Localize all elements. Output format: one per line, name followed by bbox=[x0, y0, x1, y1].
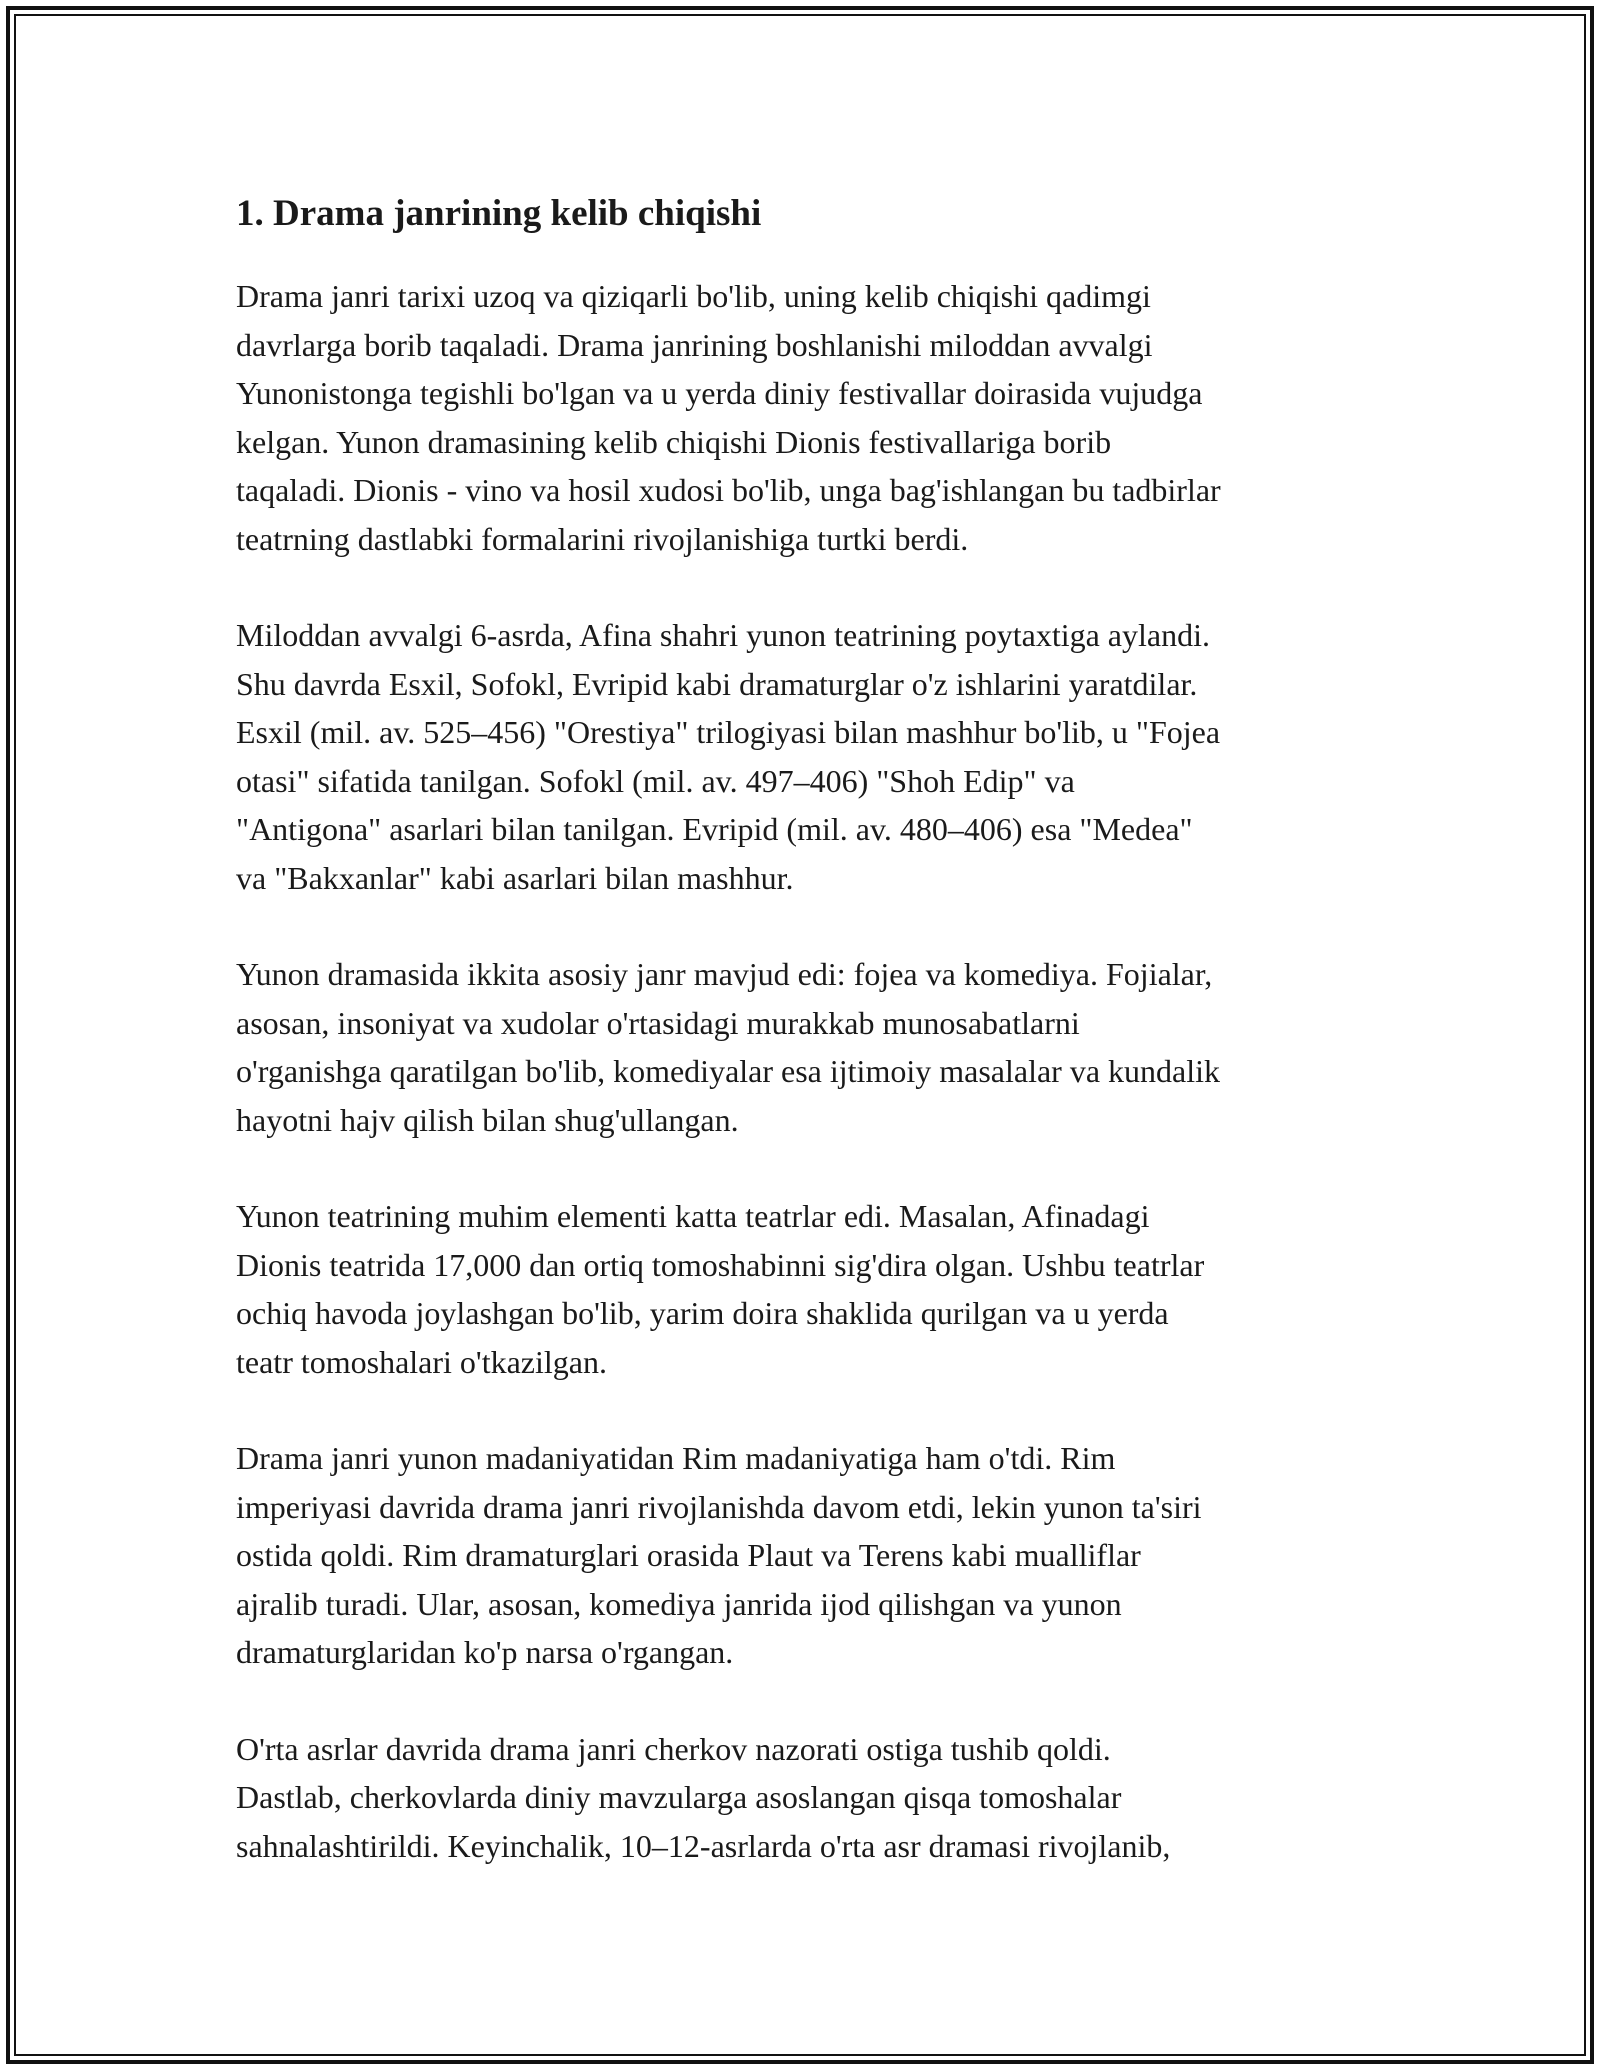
document-body bbox=[236, 186, 1376, 1918]
paragraph-middle-ages: O'rta asrlar davrida drama janri cherkov nazorati ostiga tushib qoldi. Dastlab, cherkovlarda diniy mavzularga asoslangan qisqa tomoshalar sahnalashtirildi. Keyinchalik, 10–12-asrlarda o'rta asr dramasi rivojlanib, bbox=[236, 1730, 1171, 1864]
section-heading: 1. Drama janrining kelib chiqishi bbox=[236, 193, 762, 234]
paragraph-genres: Yunon dramasida ikkita asosiy janr mavjud edi: fojea va komediya. Fojialar, asosan, insoniyat va xudolar o'rtasidagi murakkab munosabatlarni o'rganishga qaratilgan bo'lib, komediyalar esa ijtimoiy masalalar va kundalik hayotni hajv qilish bilan shug'ullangan. bbox=[236, 956, 1220, 1138]
paragraph-rome: Drama janri yunon madaniyatidan Rim madaniyatiga ham o'tdi. Rim imperiyasi davrida drama janri rivojlanishda davom etdi, lekin yunon ta'siri ostida qoldi. Rim dramaturglari orasida Plaut va Terens kabi mualliflar ajralib turadi. Ular, asosan, komediya janrida ijod qilishgan va yunon dramaturglaridan ko'p narsa o'rgangan. bbox=[236, 1440, 1202, 1670]
paragraph-theatres: Yunon teatrining muhim elementi katta teatrlar edi. Masalan, Afinadagi Dionis teatrida 17,000 dan ortiq tomoshabinni sig'dira olgan. Ushbu teatrlar ochiq havoda joylashgan bo'lib, yarim doira shaklida qurilgan va u yerda teatr tomoshalari o'tkazilgan. bbox=[236, 1198, 1205, 1380]
paragraph-origin: Drama janri tarixi uzoq va qiziqarli bo'lib, uning kelib chiqishi qadimgi davrlarga borib taqaladi. Drama janrining boshlanishi miloddan avvalgi Yunonistonga tegishli bo'lgan va u yerda diniy festivallar doirasida vujudga kelgan. Yunon dramasining kelib chiqishi Dionis festivallariga borib taqaladi. Dionis - vino va hosil xudosi bo'lib, unga bag'ishlangan bu tadbirlar teatrning dastlabki formalarini rivojlanishiga turtki berdi. bbox=[236, 278, 1221, 557]
paragraph-athens: Miloddan avvalgi 6-asrda, Afina shahri yunon teatrining poytaxtiga aylandi. Shu davrda Esxil, Sofokl, Evripid kabi dramaturglar o'z ishlarini yaratdilar. Esxil (mil. av. 525–456) "Orestiya" trilogiyasi bilan mashhur bo'lib, u "Fojea otasi" sifatida tanilgan. Sofokl (mil. av. 497–406) "Shoh Edip" va "Antigona" asarlari bilan tanilgan. Evripid (mil. av. 480–406) esa "Medea" va "Bakxanlar" kabi asarlari bilan mashhur. bbox=[236, 617, 1221, 896]
